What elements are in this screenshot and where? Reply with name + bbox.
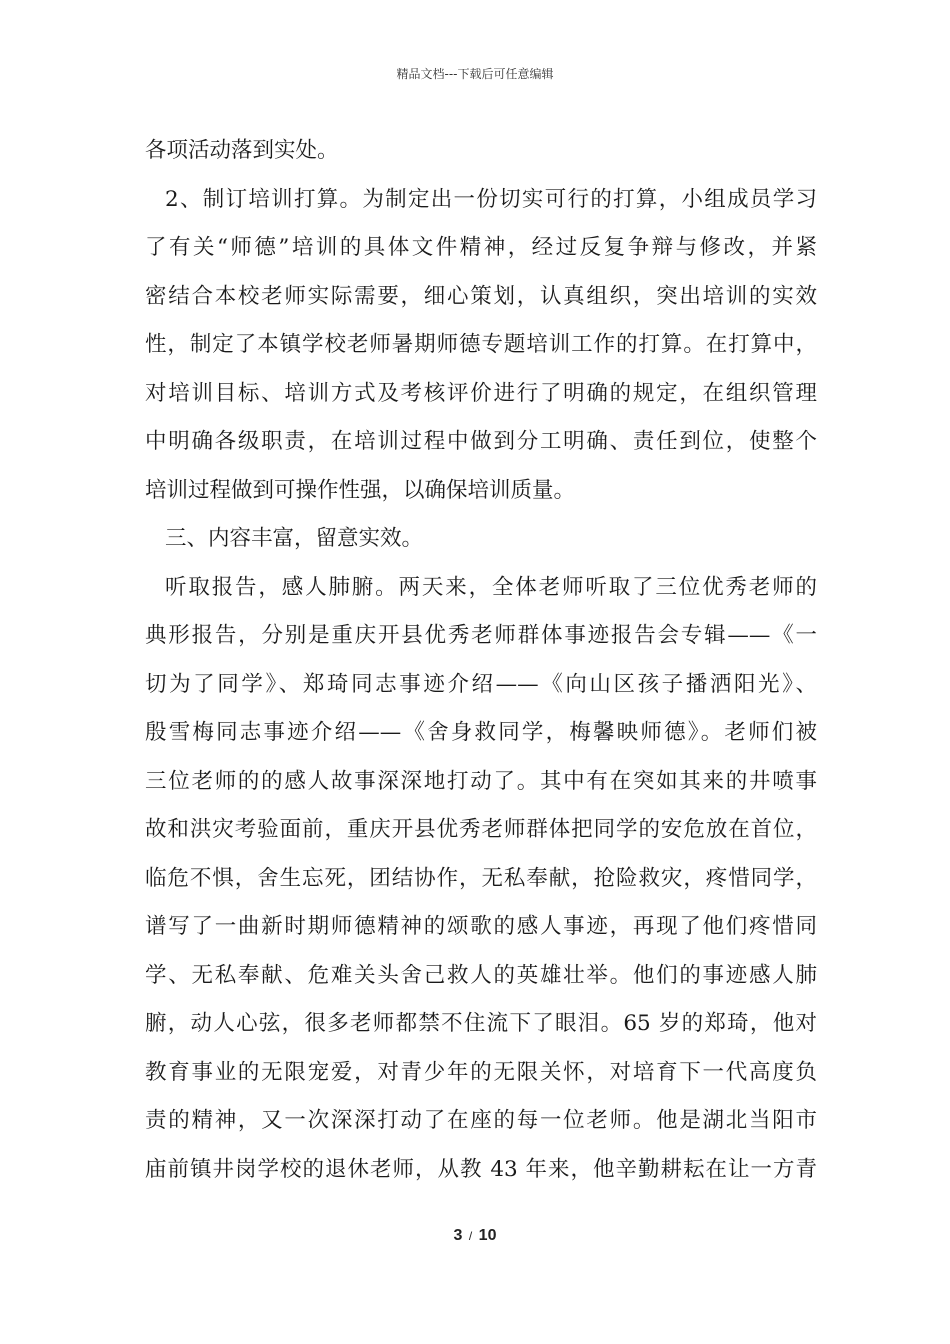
text-line: 听取报告，感人肺腑。两天来，全体老师听取了三位优秀老师的 xyxy=(165,574,817,600)
text-line: 故和洪灾考验面前，重庆开县优秀老师群体把同学的安危放在首位， xyxy=(145,817,817,842)
text-line: 中明确各级职责，在培训过程中做到分工明确、责任到位，使整个 xyxy=(145,429,817,454)
text-line: 谱写了一曲新时期师德精神的颂歌的感人事迹，再现了他们疼惜同 xyxy=(145,914,817,939)
text-line: 对培训目标、培训方式及考核评价进行了明确的规定，在组织管理 xyxy=(145,380,817,406)
text-line: 三位老师的的感人故事深深地打动了。其中有在突如其来的井喷事 xyxy=(145,768,817,794)
text-line: 2、制订培训打算。为制定出一份切实可行的打算，小组成员学习 xyxy=(165,186,817,212)
total-pages-number: 10 xyxy=(478,1227,497,1244)
text-line: 临危不惧，舍生忘死，团结协作，无私奉献，抢险救灾，疼惜同学， xyxy=(145,865,817,891)
text-line: 腑，动人心弦，很多老师都禁不住流下了眼泪。65 岁的郑琦，他对 xyxy=(145,1011,817,1036)
text-line: 各项活动落到实处。 xyxy=(145,138,339,163)
text-line: 庙前镇井岗学校的退休老师，从教 43 年来，他辛勤耕耘在让一方青 xyxy=(145,1156,817,1182)
current-page-number: 3 xyxy=(453,1227,463,1244)
text-line: 性，制定了本镇学校老师暑期师德专题培训工作的打算。在打算中， xyxy=(145,332,817,357)
text-line: 学、无私奉献、危难关头舍己救人的英雄壮举。他们的事迹感人肺 xyxy=(145,962,817,988)
text-line: 责的精神，又一次深深打动了在座的每一位老师。他是湖北当阳市 xyxy=(145,1108,817,1133)
document-body xyxy=(145,127,817,1194)
text-line: 了有关“师德”培训的具体文件精神，经过反复争辩与修改，并紧 xyxy=(145,235,817,260)
text-line: 切为了同学》、郑琦同志事迹介绍——《向山区孩子播洒阳光》、 xyxy=(145,671,817,697)
text-line: 培训过程做到可操作性强，以确保培训质量。 xyxy=(145,477,576,503)
text-line: 教育事业的无限宠爱，对青少年的无限关怀，对培育下一代高度负 xyxy=(145,1059,817,1085)
page-number xyxy=(0,1226,950,1246)
section-heading: 三、内容丰富，留意实效。 xyxy=(165,526,424,551)
text-line: 殷雪梅同志事迹介绍——《舍身救同学，梅馨映师德》。老师们被 xyxy=(145,720,817,745)
text-line: 密结合本校老师实际需要，细心策划，认真组织，突出培训的实效 xyxy=(145,283,817,309)
page-header: 精品文档---下载后可任意编辑 xyxy=(396,67,554,81)
text-line: 典形报告，分别是重庆开县优秀老师群体事迹报告会专辑——《一 xyxy=(145,623,817,648)
page-separator: / xyxy=(468,1229,473,1243)
